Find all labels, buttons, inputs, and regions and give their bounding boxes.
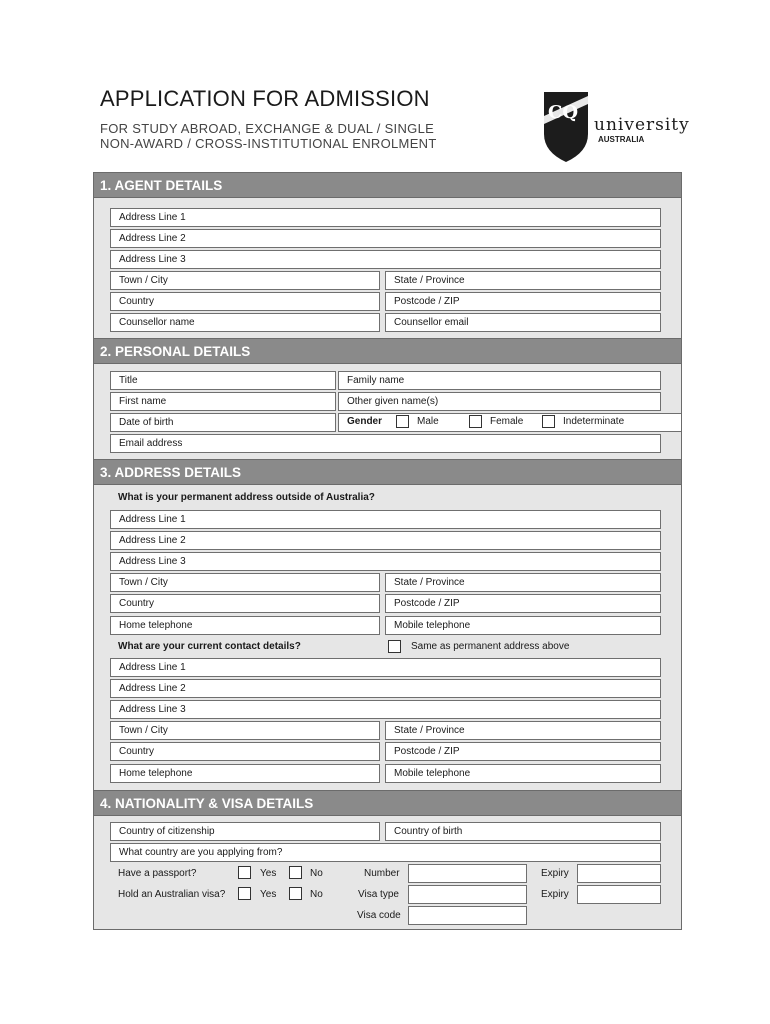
first-name-field[interactable]: First name xyxy=(110,392,336,411)
agent-address-line-1-field[interactable]: Address Line 1 xyxy=(110,208,661,227)
current-contact-question: What are your current contact details? xyxy=(118,641,301,652)
permanent-address-question: What is your permanent address outside of Australia? xyxy=(118,492,375,503)
passport-question: Have a passport? xyxy=(118,868,197,879)
agent-country-field[interactable]: Country xyxy=(110,292,380,311)
agent-section-header: 1. AGENT DETAILS xyxy=(94,172,681,198)
date-of-birth-field[interactable]: Date of birth xyxy=(110,413,336,432)
logo-word-text: university xyxy=(594,115,690,135)
visa-yes-label: Yes xyxy=(260,889,277,900)
passport-expiry-label: Expiry xyxy=(541,868,569,879)
visa-expiry-input[interactable] xyxy=(577,885,661,904)
visa-code-input[interactable] xyxy=(408,906,527,925)
page-subtitle-line-1: FOR STUDY ABROAD, EXCHANGE & DUAL / SINGLE xyxy=(100,121,435,136)
passport-number-label: Number xyxy=(364,868,400,879)
perm-home-telephone-field[interactable]: Home telephone xyxy=(110,616,380,635)
curr-state-field[interactable]: State / Province xyxy=(385,721,661,740)
perm-postcode-field[interactable]: Postcode / ZIP xyxy=(385,594,661,613)
perm-mobile-telephone-field[interactable]: Mobile telephone xyxy=(385,616,661,635)
perm-address-line-1-field[interactable]: Address Line 1 xyxy=(110,510,661,529)
passport-no-label: No xyxy=(310,868,323,879)
agent-address-line-3-field[interactable]: Address Line 3 xyxy=(110,250,661,269)
same-as-permanent-label: Same as permanent address above xyxy=(411,641,570,652)
curr-postcode-field[interactable]: Postcode / ZIP xyxy=(385,742,661,761)
perm-country-field[interactable]: Country xyxy=(110,594,380,613)
applying-from-field[interactable]: What country are you applying from? xyxy=(110,843,661,862)
family-name-field[interactable]: Family name xyxy=(338,371,661,390)
gender-indeterminate-checkbox[interactable] xyxy=(542,415,555,428)
passport-number-input[interactable] xyxy=(408,864,527,883)
agent-town-field[interactable]: Town / City xyxy=(110,271,380,290)
country-of-birth-field[interactable]: Country of birth xyxy=(385,822,661,841)
perm-town-field[interactable]: Town / City xyxy=(110,573,380,592)
visa-type-input[interactable] xyxy=(408,885,527,904)
page-title: APPLICATION FOR ADMISSION xyxy=(100,86,430,111)
visa-question: Hold an Australian visa? xyxy=(118,889,226,900)
cquniversity-logo xyxy=(540,86,690,166)
perm-address-line-2-field[interactable]: Address Line 2 xyxy=(110,531,661,550)
gender-label: Gender xyxy=(347,416,383,427)
passport-yes-label: Yes xyxy=(260,868,277,879)
email-address-field[interactable]: Email address xyxy=(110,434,661,453)
perm-address-line-3-field[interactable]: Address Line 3 xyxy=(110,552,661,571)
logo-country-text: AUSTRALIA xyxy=(598,135,645,144)
personal-section-header: 2. PERSONAL DETAILS xyxy=(94,338,681,364)
gender-female-checkbox[interactable] xyxy=(469,415,482,428)
curr-country-field[interactable]: Country xyxy=(110,742,380,761)
visa-no-checkbox[interactable] xyxy=(289,887,302,900)
passport-no-checkbox[interactable] xyxy=(289,866,302,879)
gender-male-label: Male xyxy=(417,416,439,427)
agent-state-field[interactable]: State / Province xyxy=(385,271,661,290)
gender-male-checkbox[interactable] xyxy=(396,415,409,428)
curr-address-line-3-field[interactable]: Address Line 3 xyxy=(110,700,661,719)
curr-home-telephone-field[interactable]: Home telephone xyxy=(110,764,380,783)
agent-postcode-field[interactable]: Postcode / ZIP xyxy=(385,292,661,311)
curr-address-line-2-field[interactable]: Address Line 2 xyxy=(110,679,661,698)
nationality-section-header: 4. NATIONALITY & VISA DETAILS xyxy=(94,790,681,816)
agent-address-line-2-field[interactable]: Address Line 2 xyxy=(110,229,661,248)
country-of-citizenship-field[interactable]: Country of citizenship xyxy=(110,822,380,841)
curr-town-field[interactable]: Town / City xyxy=(110,721,380,740)
title-field[interactable]: Title xyxy=(110,371,336,390)
address-section-header: 3. ADDRESS DETAILS xyxy=(94,459,681,485)
gender-female-label: Female xyxy=(490,416,524,427)
same-as-permanent-checkbox[interactable] xyxy=(388,640,401,653)
visa-no-label: No xyxy=(310,889,323,900)
counsellor-name-field[interactable]: Counsellor name xyxy=(110,313,380,332)
passport-yes-checkbox[interactable] xyxy=(238,866,251,879)
passport-expiry-input[interactable] xyxy=(577,864,661,883)
page-subtitle-line-2: NON-AWARD / CROSS-INSTITUTIONAL ENROLMENT xyxy=(100,136,437,151)
counsellor-email-field[interactable]: Counsellor email xyxy=(385,313,661,332)
curr-mobile-telephone-field[interactable]: Mobile telephone xyxy=(385,764,661,783)
visa-expiry-label: Expiry xyxy=(541,889,569,900)
logo-mark-text: CQ xyxy=(548,102,579,123)
visa-code-label: Visa code xyxy=(357,910,401,921)
gender-indeterminate-label: Indeterminate xyxy=(563,416,625,427)
curr-address-line-1-field[interactable]: Address Line 1 xyxy=(110,658,661,677)
visa-type-label: Visa type xyxy=(358,889,399,900)
visa-yes-checkbox[interactable] xyxy=(238,887,251,900)
other-names-field[interactable]: Other given name(s) xyxy=(338,392,661,411)
perm-state-field[interactable]: State / Province xyxy=(385,573,661,592)
